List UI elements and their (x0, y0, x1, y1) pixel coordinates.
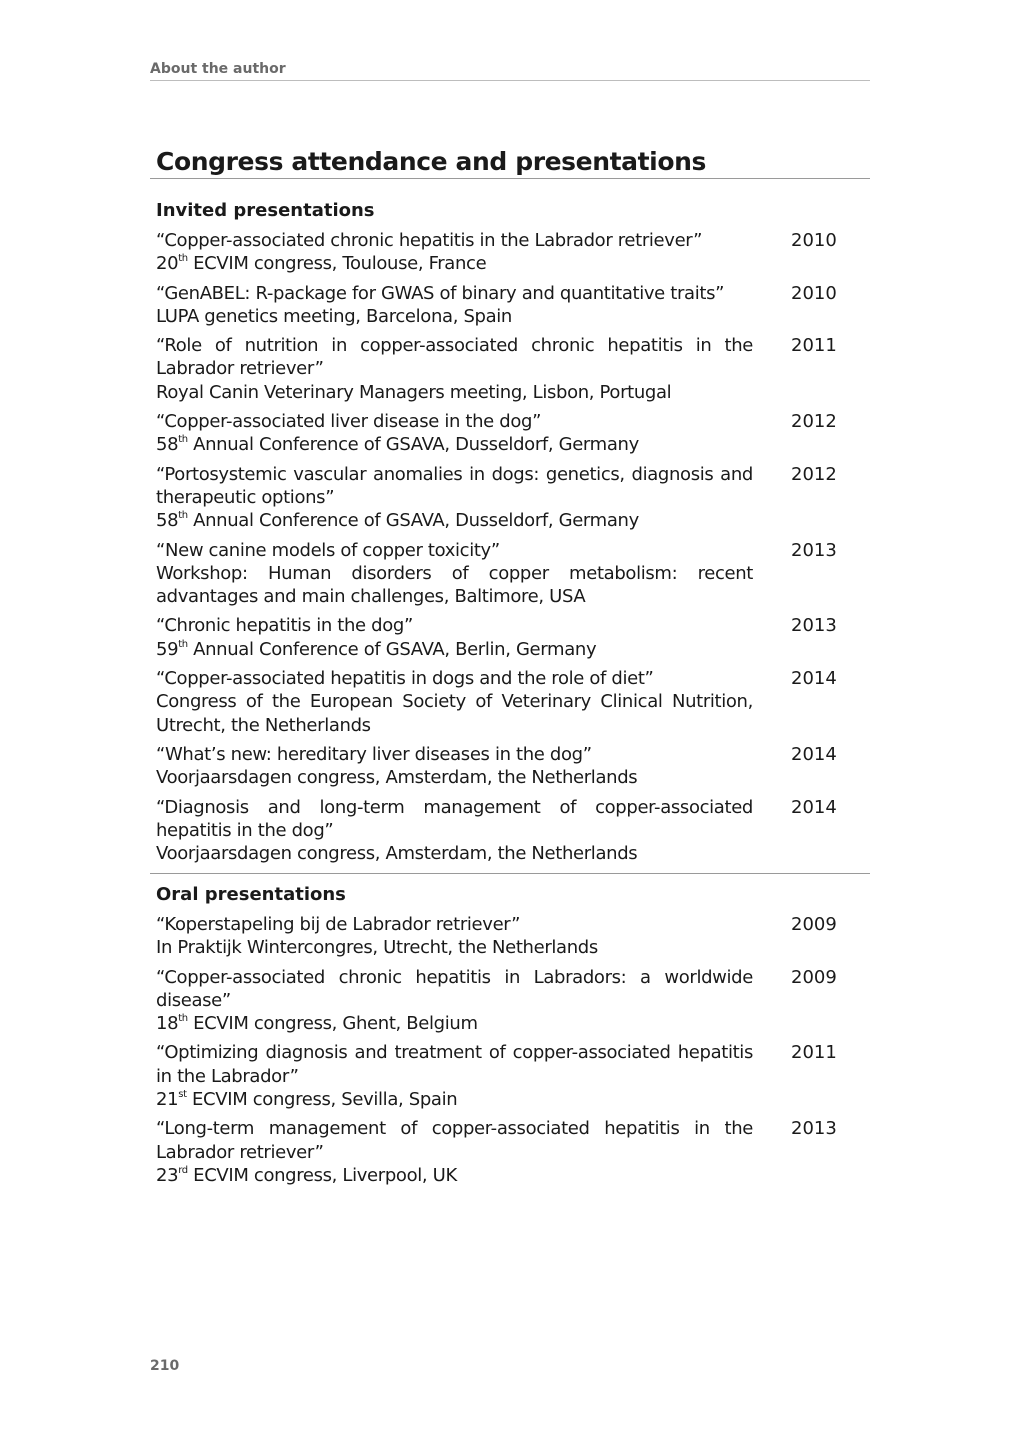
presentation-text (156, 229, 753, 276)
ordinal-suffix: th (178, 638, 188, 650)
presentation-title: “What’s new: hereditary liver diseases in the dog” (156, 743, 592, 765)
presentation-text (156, 913, 753, 960)
presentation-venue (156, 562, 753, 609)
presentation-text (156, 743, 753, 790)
presentation-entry (150, 614, 870, 661)
presentation-entry (150, 463, 870, 533)
presentation-year: 2012 (791, 463, 837, 485)
ordinal-suffix: th (178, 253, 188, 265)
presentation-entry (150, 229, 870, 276)
presentation-entry (150, 1041, 870, 1111)
page-number: 210 (150, 1358, 180, 1374)
venue-text: Workshop: Human disorders of copper metabolism: recent advantages and main challenges, Baltimore, USA (156, 562, 753, 608)
presentation-venue (156, 509, 753, 532)
venue-text: Royal Canin Veterinary Managers meeting, Lisbon, Portugal (156, 381, 672, 403)
presentation-title: “Diagnosis and long-term management of copper-associated hepatitis in the dog” (156, 796, 753, 841)
presentation-year: 2009 (791, 914, 837, 935)
ordinal-number: 58 (156, 510, 179, 532)
presentation-venue (156, 381, 753, 404)
ordinal-suffix: st (178, 1089, 187, 1101)
presentation-title: “Chronic hepatitis in the dog” (156, 615, 413, 637)
presentation-title: “Copper-associated liver disease in the dog” (156, 411, 542, 433)
ordinal-suffix: rd (178, 1164, 188, 1176)
ordinal-number: 21 (156, 1089, 179, 1111)
ordinal-suffix: th (178, 510, 188, 522)
presentation-text (156, 1117, 753, 1187)
presentation-year: 2014 (791, 668, 837, 690)
presentation-year: 2010 (791, 230, 837, 251)
invited-presentations-section (150, 198, 870, 874)
venue-text: Annual Conference of GSAVA, Dusseldorf, Germany (187, 434, 639, 456)
presentation-year: 2013 (791, 1118, 837, 1140)
venue-text: Annual Conference of GSAVA, Berlin, Germany (187, 638, 597, 660)
presentation-text (156, 1041, 753, 1111)
presentation-text (156, 667, 753, 737)
presentation-year: 2010 (791, 282, 837, 304)
oral-presentations-section (150, 882, 870, 1193)
section-heading: Oral presentations (156, 884, 346, 905)
presentation-title: “Koperstapeling bij de Labrador retriever” (156, 914, 521, 935)
venue-text: Voorjaarsdagen congress, Amsterdam, the Netherlands (156, 843, 638, 865)
presentation-title: “Portosystemic vascular anomalies in dogs: genetics, diagnosis and therapeutic options” (156, 463, 753, 508)
presentation-venue (156, 638, 753, 661)
ordinal-number: 59 (156, 638, 179, 660)
presentation-venue (156, 433, 753, 456)
presentation-text (156, 410, 753, 457)
title-box (150, 126, 870, 179)
venue-text: In Praktijk Wintercongres, Utrecht, the Netherlands (156, 937, 598, 959)
presentation-title: “Role of nutrition in copper-associated chronic hepatitis in the Labrador retriever” (156, 335, 753, 380)
presentation-title: “Copper-associated chronic hepatitis in the Labrador retriever” (156, 230, 703, 251)
presentation-text (156, 614, 753, 661)
presentation-text (156, 463, 753, 533)
presentation-text (156, 282, 753, 329)
presentation-year: 2011 (791, 1042, 837, 1064)
running-header: About the author (150, 60, 870, 81)
presentation-entry (150, 539, 870, 609)
presentation-entry (150, 913, 870, 960)
section-heading: Invited presentations (156, 200, 375, 221)
presentation-venue (156, 1088, 753, 1111)
presentation-title: “Optimizing diagnosis and treatment of copper-associated hepatitis in the Labrador” (156, 1042, 753, 1087)
presentation-list (150, 913, 870, 1187)
venue-text: ECVIM congress, Sevilla, Spain (186, 1089, 458, 1111)
venue-text: Annual Conference of GSAVA, Dusseldorf, Germany (187, 510, 639, 532)
ordinal-suffix: th (178, 1013, 188, 1025)
presentation-venue (156, 1164, 753, 1187)
venue-text: Voorjaarsdagen congress, Amsterdam, the Netherlands (156, 767, 638, 789)
ordinal-number: 18 (156, 1013, 179, 1035)
presentation-year: 2009 (791, 966, 837, 988)
presentation-entry (150, 334, 870, 404)
presentation-year: 2013 (791, 539, 837, 561)
presentation-year: 2014 (791, 796, 837, 818)
presentation-year: 2012 (791, 411, 837, 433)
ordinal-suffix: th (178, 434, 188, 446)
presentation-year: 2014 (791, 743, 837, 765)
venue-text: ECVIM congress, Toulouse, France (187, 253, 487, 275)
presentation-venue (156, 252, 753, 275)
venue-text: ECVIM congress, Ghent, Belgium (187, 1013, 478, 1035)
presentation-title: “Copper-associated hepatitis in dogs and the role of diet” (156, 668, 654, 690)
presentation-text (156, 539, 753, 609)
presentation-venue (156, 305, 753, 328)
ordinal-number: 23 (156, 1164, 179, 1186)
venue-text: ECVIM congress, Liverpool, UK (187, 1164, 457, 1186)
presentation-entry (150, 410, 870, 457)
presentation-text (156, 796, 753, 866)
presentation-entry (150, 966, 870, 1036)
presentation-entry (150, 743, 870, 790)
presentation-venue (156, 842, 753, 865)
presentation-text (156, 334, 753, 404)
page-title: Congress attendance and presentations (156, 147, 707, 176)
presentation-venue (156, 690, 753, 737)
ordinal-number: 58 (156, 434, 179, 456)
presentation-entry (150, 1117, 870, 1187)
presentation-year: 2013 (791, 615, 837, 637)
venue-text: Congress of the European Society of Veterinary Clinical Nutrition, Utrecht, the Netherlands (156, 691, 753, 736)
presentation-title: “GenABEL: R-package for GWAS of binary and quantitative traits” (156, 282, 725, 304)
presentation-entry (150, 796, 870, 866)
presentation-venue (156, 1012, 753, 1035)
presentation-entry (150, 282, 870, 329)
venue-text: LUPA genetics meeting, Barcelona, Spain (156, 305, 512, 327)
presentation-title: “New canine models of copper toxicity” (156, 539, 500, 561)
presentation-text (156, 966, 753, 1036)
presentation-venue (156, 766, 753, 789)
presentation-venue (156, 936, 753, 959)
presentation-title: “Copper-associated chronic hepatitis in Labradors: a worldwide disease” (156, 966, 753, 1011)
presentation-entry (150, 667, 870, 737)
ordinal-number: 20 (156, 253, 179, 275)
presentation-list (150, 229, 870, 865)
presentation-title: “Long-term management of copper-associated hepatitis in the Labrador retriever” (156, 1118, 753, 1163)
presentation-year: 2011 (791, 335, 837, 357)
